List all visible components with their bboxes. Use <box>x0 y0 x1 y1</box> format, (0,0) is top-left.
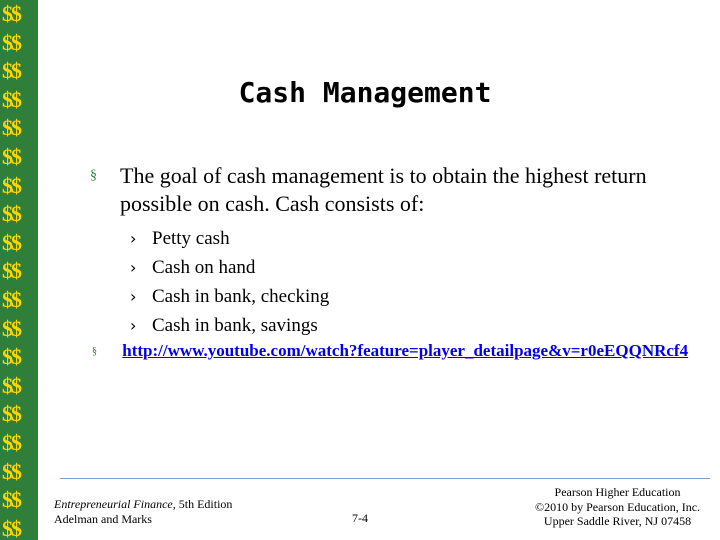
book-title: Entrepreneurial Finance, <box>54 497 176 511</box>
dollar-sign-row: $$ <box>2 401 20 427</box>
dollar-sign-row: $$ <box>2 372 20 398</box>
dollar-sign-row: $$ <box>2 1 20 26</box>
dollar-sign-row: $$ <box>2 201 20 227</box>
list-item <box>130 311 329 340</box>
publisher-line: Upper Saddle River, NJ 07458 <box>543 514 692 528</box>
dollar-sign-row: $$ <box>2 229 20 255</box>
footer-divider <box>60 478 710 479</box>
publisher-line: Pearson Higher Education <box>554 485 681 499</box>
youtube-link[interactable]: http://www.youtube.com/watch?feature=player_detailpage&v=r0eEQQNRcf4 <box>122 341 689 360</box>
dollar-sign-row: $$ <box>2 515 20 540</box>
main-bullet-text: The goal of cash management is to obtain the highest return possible on cash. Cash consists of: <box>120 163 647 216</box>
dollar-sign-row: $$ <box>2 429 20 455</box>
dollar-sign-row: $$ <box>2 315 20 341</box>
publisher-line: ©2010 by Pearson Education, Inc. <box>534 499 701 514</box>
footer-book-info <box>54 497 232 527</box>
dollar-sign-row: $$ <box>2 344 20 370</box>
publisher-info <box>520 485 715 529</box>
dollar-sign-row: $$ <box>2 487 20 513</box>
slide-title: Cash Management <box>238 76 492 109</box>
dollar-sidebar <box>0 0 38 540</box>
square-bullet-icon: § <box>90 168 97 183</box>
cash-types-list <box>130 224 329 340</box>
page-number: 7-4 <box>352 511 368 525</box>
book-edition: 5th Edition <box>175 497 233 511</box>
dollar-sign-row: $$ <box>2 115 20 141</box>
dollar-sign-row: $$ <box>2 143 20 169</box>
chevron-right-icon: › <box>130 316 137 335</box>
book-authors: Adelman and Marks <box>54 512 152 526</box>
list-item <box>130 253 329 282</box>
dollar-sign-row: $$ <box>2 286 20 312</box>
chevron-right-icon: › <box>130 258 137 277</box>
chevron-right-icon: › <box>130 287 137 306</box>
chevron-right-icon: › <box>130 229 137 248</box>
list-item <box>130 224 329 253</box>
dollar-sign-row: $$ <box>2 86 20 112</box>
list-item <box>130 282 329 311</box>
dollar-sign-row: $$ <box>2 458 20 484</box>
list-item-label: Cash on hand <box>152 257 256 278</box>
square-bullet-icon: § <box>92 346 97 358</box>
dollar-sign-row: $$ <box>2 29 20 55</box>
dollar-sign-row: $$ <box>2 258 20 284</box>
main-bullet <box>90 162 690 218</box>
video-link-row <box>92 340 688 363</box>
dollar-sign-row: $$ <box>2 172 20 198</box>
list-item-label: Cash in bank, savings <box>152 315 318 336</box>
list-item-label: Petty cash <box>152 228 230 249</box>
dollar-sign-row: $$ <box>2 58 20 84</box>
list-item-label: Cash in bank, checking <box>152 286 330 307</box>
